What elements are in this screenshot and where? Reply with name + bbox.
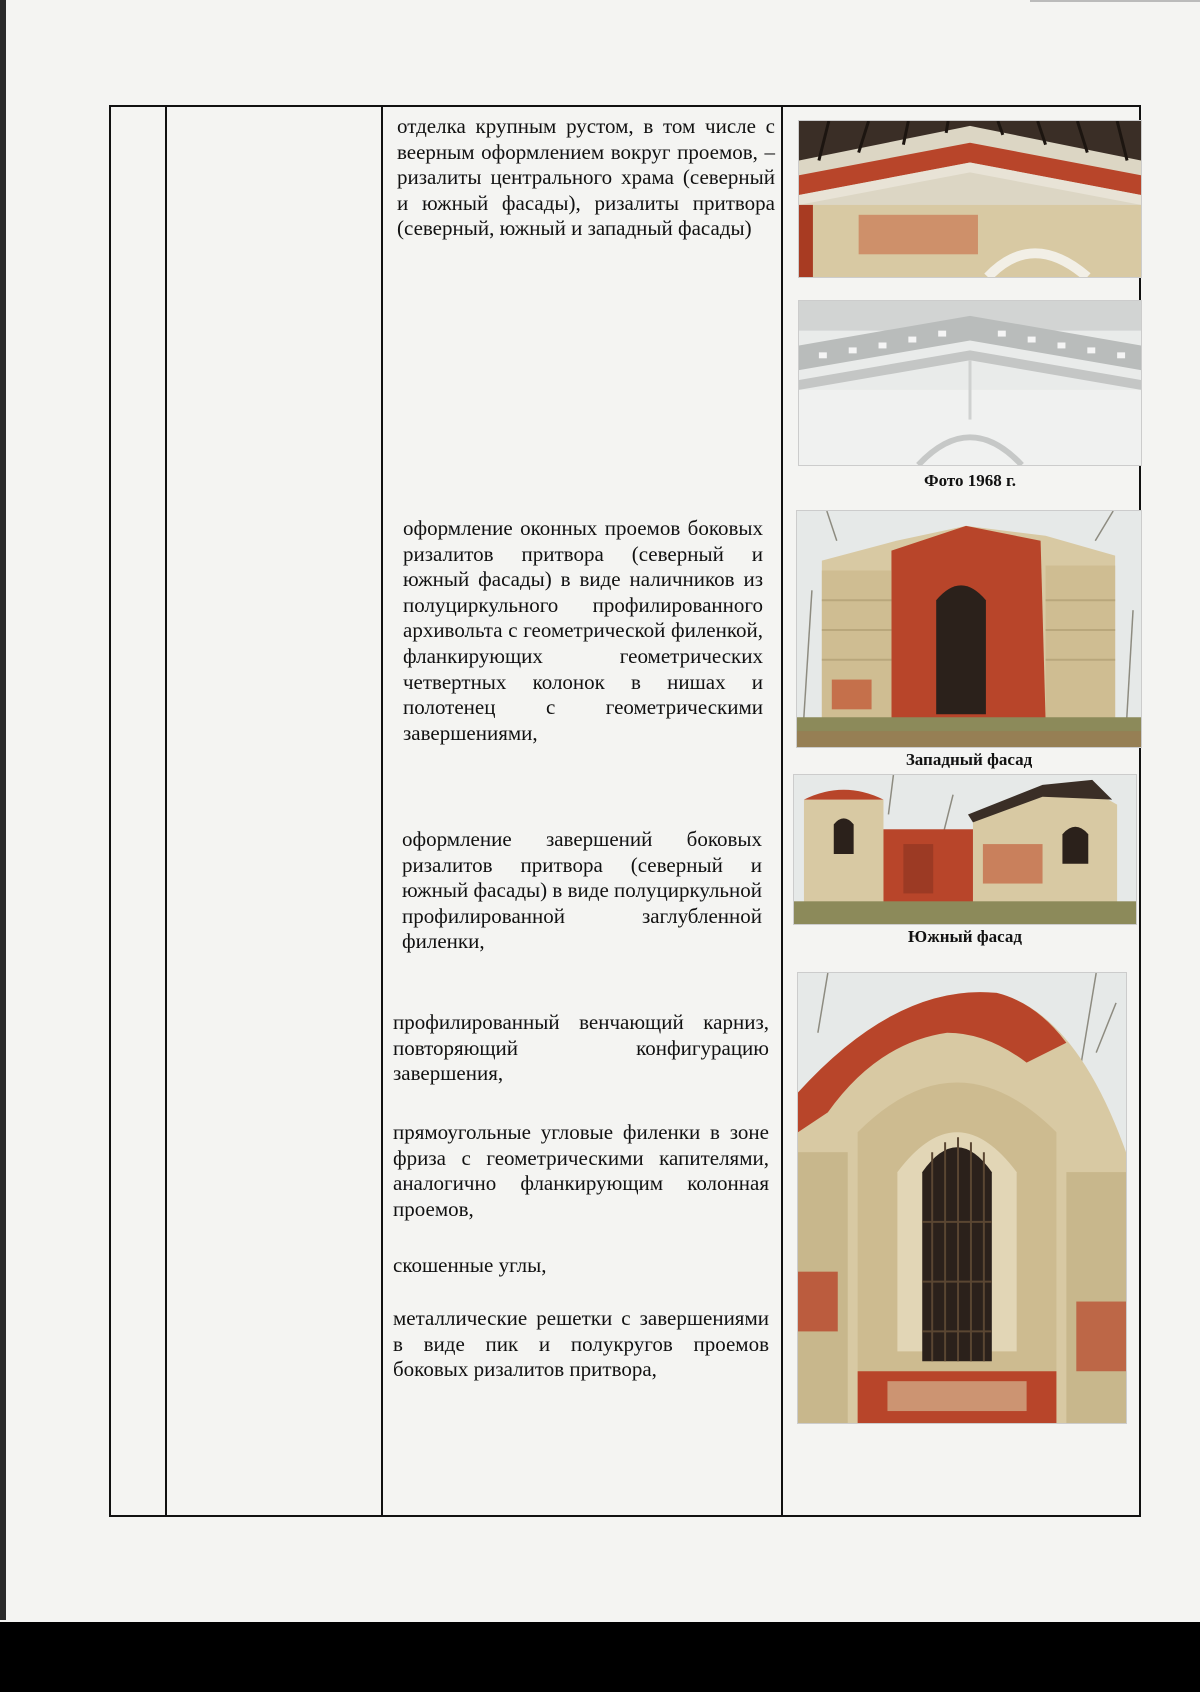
text-rustication: отделка крупным рустом, в том числе с веерным оформлением вокруг проемов, – ризалиты центрального храма (северный и южный фасады), ризалиты притвора (северный, южный и западный фасады) [397,114,775,241]
scan-edge [0,0,6,1620]
text-window-frames: оформление оконных проемов боковых ризалитов притвора (северный и южный фасады) в виде наличников из полуциркульного профилированного архивольта с геометрической филенкой, фланкирующих геометрических четвертных колонок в нишах и полотенец с геометрическими завершениями, [403,516,763,745]
scan-bottom-band [0,1622,1200,1692]
caption-photo-1968: Фото 1968 г. [923,471,1017,490]
text-cornice: профилированный венчающий карниз, повторяющий конфигурацию завершения, [393,1010,769,1086]
photo-1968 [798,300,1142,466]
text-corner-panels: прямоугольные угловые филенки в зоне фриза с геометрическими капителями, аналогично фланкирующим колонная проемов, [393,1120,769,1221]
photo-south-facade [793,774,1137,925]
column-divider-3 [781,107,783,1515]
caption-south-facade: Южный фасад [908,927,1022,946]
photo-window-grille [797,972,1127,1424]
photo-cornice-ruin [798,120,1142,278]
column-divider-2 [381,107,383,1515]
text-risalit-tops: оформление завершений боковых ризалитов притвора (северный и южный фасады) в виде полуциркульной профилированной заглубленной филенки, [402,827,762,954]
scan-artifact [1030,0,1200,2]
column-divider-1 [165,107,167,1515]
photo-west-facade [796,510,1142,748]
text-beveled-corners: скошенные углы, [393,1253,547,1277]
caption-west-facade: Западный фасад [905,750,1033,769]
text-metal-grilles: металлические решетки с завершениями в виде пик и полукругов проемов боковых ризалитов притвора, [393,1306,769,1382]
